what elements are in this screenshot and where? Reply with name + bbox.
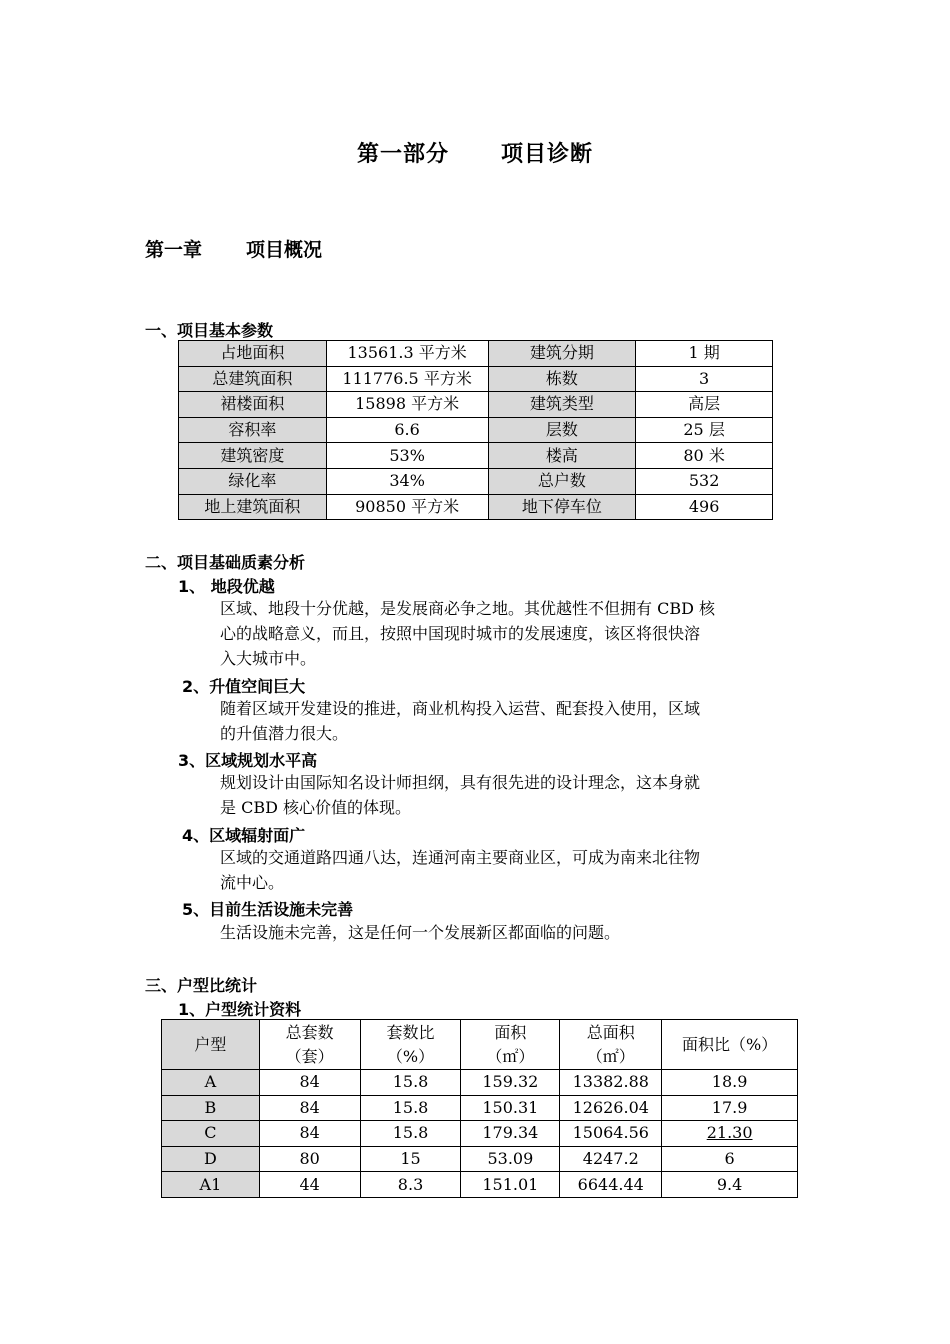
column-header-line1: 套数比 xyxy=(386,1022,435,1042)
table-row xyxy=(162,1070,798,1096)
section1-heading: 一、项目基本参数 xyxy=(145,321,274,340)
basic-params-table xyxy=(178,340,773,520)
item5-title: 5、目前生活设施未完善 xyxy=(182,900,354,919)
unit-type-table xyxy=(161,1019,798,1198)
table-row xyxy=(179,392,773,418)
table-cell: 159.32 xyxy=(461,1070,560,1096)
param-value-cell: 111776.5 平方米 xyxy=(326,366,488,392)
param-label-cell: 总建筑面积 xyxy=(179,366,327,392)
item1-text xyxy=(220,596,807,671)
param-value-cell: 53% xyxy=(326,443,488,469)
table-cell: 150.31 xyxy=(461,1095,560,1121)
param-label-cell: 总户数 xyxy=(488,468,636,494)
table-row xyxy=(179,443,773,469)
table-cell: 15.8 xyxy=(360,1121,461,1147)
table-cell: 179.34 xyxy=(461,1121,560,1147)
table-cell: 84 xyxy=(259,1121,360,1147)
table-cell: 80 xyxy=(259,1146,360,1172)
table-cell: 6644.44 xyxy=(560,1172,662,1198)
table-cell: 9.4 xyxy=(662,1172,798,1198)
table-header-row xyxy=(162,1020,798,1070)
item1-line: 心的战略意义，而且，按照中国现时城市的发展速度，该区将很快溶 xyxy=(220,624,701,643)
column-header-line1: 总面积 xyxy=(586,1022,635,1042)
param-label-cell: 地上建筑面积 xyxy=(179,494,327,520)
column-header xyxy=(259,1020,360,1070)
column-header xyxy=(662,1020,798,1070)
param-value-cell: 高层 xyxy=(636,392,773,418)
column-header-line2: （%） xyxy=(386,1046,435,1066)
param-label-cell: 层数 xyxy=(488,417,636,443)
table-cell: 15.8 xyxy=(360,1095,461,1121)
param-label-cell: 建筑分期 xyxy=(488,341,636,367)
unit-type-cell: A xyxy=(162,1070,260,1096)
table-row xyxy=(162,1172,798,1198)
param-value-cell: 3 xyxy=(636,366,773,392)
table-cell: 151.01 xyxy=(461,1172,560,1198)
table-row xyxy=(179,417,773,443)
item1-line: 入大城市中。 xyxy=(220,649,317,668)
table-cell: 18.9 xyxy=(662,1070,798,1096)
column-header-line2: （㎡） xyxy=(486,1046,535,1066)
table-cell: 53.09 xyxy=(461,1146,560,1172)
table-cell: 4247.2 xyxy=(560,1146,662,1172)
table-row xyxy=(179,366,773,392)
param-value-cell: 496 xyxy=(636,494,773,520)
column-header-line1: 面积 xyxy=(494,1022,527,1042)
param-label-cell: 占地面积 xyxy=(179,341,327,367)
item2-line: 随着区域开发建设的推进，商业机构投入运营、配套投入使用，区域 xyxy=(220,699,701,718)
part-title xyxy=(0,137,950,168)
unit-type-cell: D xyxy=(162,1146,260,1172)
table-cell: 17.9 xyxy=(662,1095,798,1121)
param-value-cell: 80 米 xyxy=(636,443,773,469)
unit-type-cell: C xyxy=(162,1121,260,1147)
item5-line: 生活设施未完善，这是任何一个发展新区都面临的问题。 xyxy=(220,923,621,942)
param-value-cell: 34% xyxy=(326,468,488,494)
underlined-value: 21.30 xyxy=(706,1123,753,1143)
table-row xyxy=(162,1146,798,1172)
part-title-left: 第一部分 xyxy=(356,142,449,167)
table-cell: 8.3 xyxy=(360,1172,461,1198)
chapter-title-left: 第一章 xyxy=(145,239,203,261)
table-row xyxy=(162,1121,798,1147)
section3-heading: 三、户型比统计 xyxy=(145,976,258,995)
part-title-right: 项目诊断 xyxy=(501,142,594,167)
chapter-title xyxy=(145,235,322,262)
item1-title: 1、 地段优越 xyxy=(178,577,275,596)
item2-title: 2、升值空间巨大 xyxy=(182,677,306,696)
table-cell: 13382.88 xyxy=(560,1070,662,1096)
param-label-cell: 建筑类型 xyxy=(488,392,636,418)
table-cell: 6 xyxy=(662,1146,798,1172)
param-label-cell: 建筑密度 xyxy=(179,443,327,469)
table-row xyxy=(179,468,773,494)
table-row xyxy=(179,494,773,520)
table-cell: 12626.04 xyxy=(560,1095,662,1121)
item3-text xyxy=(220,770,807,820)
column-header-line2: （套） xyxy=(285,1046,334,1066)
item4-line: 区域的交通道路四通八达，连通河南主要商业区，可成为南来北往物 xyxy=(220,848,701,867)
column-header-line1: 户型 xyxy=(194,1034,227,1054)
param-value-cell: 6.6 xyxy=(326,417,488,443)
section3-subheading: 1、户型统计资料 xyxy=(178,1000,302,1019)
item3-line: 规划设计由国际知名设计师担纲，具有很先进的设计理念，这本身就 xyxy=(220,773,701,792)
table-cell: 15 xyxy=(360,1146,461,1172)
param-label-cell: 绿化率 xyxy=(179,468,327,494)
param-value-cell: 90850 平方米 xyxy=(326,494,488,520)
table-cell: 15.8 xyxy=(360,1070,461,1096)
column-header xyxy=(560,1020,662,1070)
chapter-title-right: 项目概况 xyxy=(246,239,323,261)
column-header xyxy=(360,1020,461,1070)
param-label-cell: 容积率 xyxy=(179,417,327,443)
column-header xyxy=(461,1020,560,1070)
column-header-line1: 总套数 xyxy=(285,1022,334,1042)
column-header-line2: （㎡） xyxy=(586,1046,635,1066)
table-cell: 15064.56 xyxy=(560,1121,662,1147)
section2-heading: 二、项目基础质素分析 xyxy=(145,553,306,572)
table-row xyxy=(179,341,773,367)
table-cell: 44 xyxy=(259,1172,360,1198)
item2-line: 的升值潜力很大。 xyxy=(220,724,349,743)
param-label-cell: 楼高 xyxy=(488,443,636,469)
param-value-cell: 13561.3 平方米 xyxy=(326,341,488,367)
item4-line: 流中心。 xyxy=(220,873,285,892)
param-value-cell: 1 期 xyxy=(636,341,773,367)
item3-line: 是 CBD 核心价值的体现。 xyxy=(220,798,412,817)
param-value-cell: 15898 平方米 xyxy=(326,392,488,418)
table-cell xyxy=(662,1121,798,1147)
item2-text xyxy=(220,696,807,746)
column-header xyxy=(162,1020,260,1070)
unit-type-cell: A1 xyxy=(162,1172,260,1198)
param-label-cell: 栋数 xyxy=(488,366,636,392)
column-header-line1: 面积比（%） xyxy=(682,1034,778,1054)
item4-title: 4、区域辐射面广 xyxy=(182,826,306,845)
table-cell: 84 xyxy=(259,1095,360,1121)
param-value-cell: 532 xyxy=(636,468,773,494)
table-row xyxy=(162,1095,798,1121)
item5-text xyxy=(220,920,807,945)
unit-type-cell: B xyxy=(162,1095,260,1121)
param-value-cell: 25 层 xyxy=(636,417,773,443)
item4-text xyxy=(220,845,807,895)
table-cell: 84 xyxy=(259,1070,360,1096)
item3-title: 3、区域规划水平高 xyxy=(178,751,318,770)
item1-line: 区域、地段十分优越，是发展商必争之地。其优越性不但拥有 CBD 核 xyxy=(220,599,716,618)
param-label-cell: 地下停车位 xyxy=(488,494,636,520)
param-label-cell: 裙楼面积 xyxy=(179,392,327,418)
